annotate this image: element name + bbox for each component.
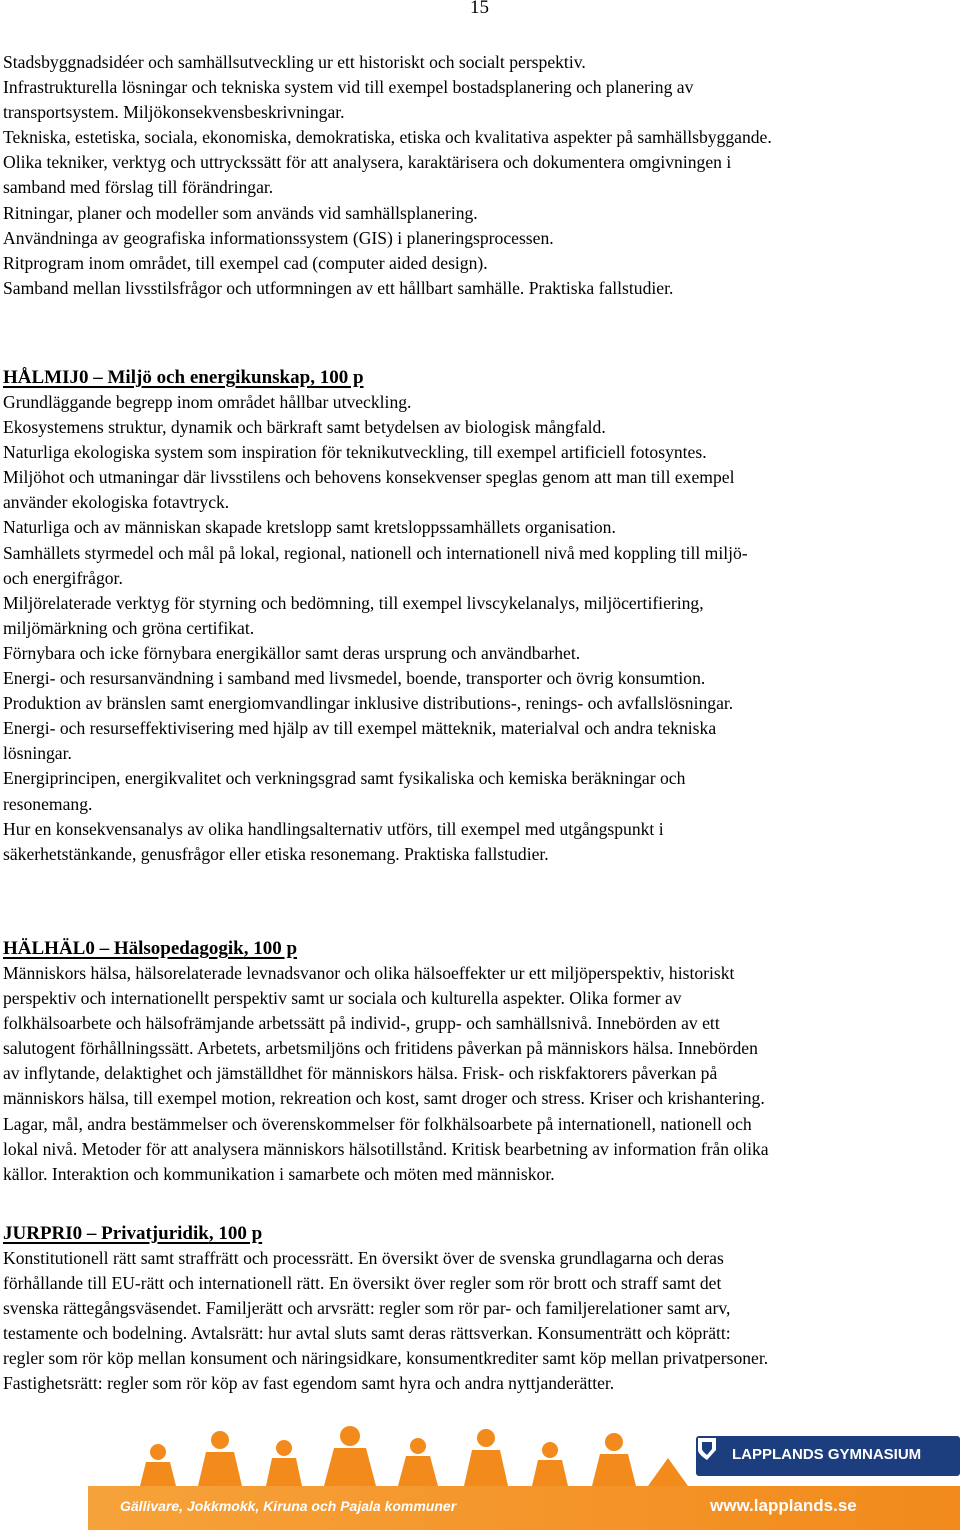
text-line: Naturliga och av människan skapade kretslopp samt kretsloppssamhällets organisation.: [3, 517, 616, 538]
text-line: Samhällets styrmedel och mål på lokal, regional, nationell och internationell nivå med koppling till miljö-: [3, 542, 748, 563]
intro-text: [3, 50, 958, 301]
text-line: Tekniska, estetiska, sociala, ekonomiska, demokratiska, etiska och kvalitativa aspekter på samhällsbyggande.: [3, 127, 772, 148]
text-line: svenska rättegångsväsendet. Familjerätt och arvsrätt: regler som rör par- och familjerelationer samt arv,: [3, 1298, 731, 1319]
text-line: Miljörelaterade verktyg för styrning och bedömning, till exempel livscykelanalys, miljöcertifiering,: [3, 592, 704, 613]
text-line: salutogent förhållningssätt. Arbetets, arbetsmiljöns och fritidens påverkan på människors hälsa. Innebörden: [3, 1038, 758, 1059]
text-line: Naturliga ekologiska system som inspiration för teknikutveckling, till exempel artificiell fotosyntes.: [3, 442, 707, 463]
text-line: Infrastrukturella lösningar och tekniska system vid till exempel bostadsplanering och planering av: [3, 77, 694, 98]
logo-text: LAPPLANDS GYMNASIUM: [732, 1446, 922, 1463]
text-line: lokal nivå. Metoder för att analysera människors hälsotillstånd. Kritisk bearbetning av information från olika: [3, 1138, 769, 1159]
course-title: HÅLMIJ0 – Miljö och energikunskap: [3, 367, 311, 388]
section-heading: [3, 1221, 958, 1246]
text-line: folkhälsoarbete och hälsofrämjande arbetssätt på individ-, grupp- och samhällsnivå. Innebörden av ett: [3, 1013, 720, 1034]
footer-banner: [88, 1418, 960, 1530]
text-line: Produktion av bränslen samt energiomvandlingar inklusive distributions-, renings- och avfallslösningar.: [3, 693, 734, 714]
footer-url: www.lapplands.se: [710, 1496, 857, 1515]
footer-towns-text: Gällivare, Jokkmokk, Kiruna och Pajala kommuner: [120, 1498, 457, 1514]
lapplands-logo: [696, 1436, 960, 1476]
school-crest-icon: [696, 1436, 718, 1460]
text-line: Energi- och resurseffektivisering med hjälp av till exempel mätteknik, materialval och andra tekniska: [3, 718, 717, 739]
text-line: Människors hälsa, hälsorelaterade levnadsvanor och olika hälsoeffekter ur ett miljöperspektiv, historiskt: [3, 963, 735, 983]
course-points: , 100 p: [208, 1223, 263, 1244]
text-line: Användninga av geografiska informationssystem (GIS) i planeringsprocessen.: [3, 227, 554, 248]
course-points: , 100 p: [243, 938, 298, 959]
course-title: JURPRI0 – Privatjuridik: [3, 1223, 209, 1244]
text-line: Ritningar, planer och modeller som används vid samhällsplanering.: [3, 202, 478, 223]
section-heading: [3, 936, 958, 961]
section-halsopedagogik: [3, 936, 958, 1187]
text-line: transportsystem. Miljökonsekvensbeskrivningar.: [3, 102, 345, 123]
text-line: säkerhetstänkande, genusfrågor eller etiska resonemang. Praktiska fallstudier.: [3, 843, 549, 864]
text-line: Energiprincipen, energikvalitet och verkningsgrad samt fysikaliska och kemiska beräkningar och: [3, 768, 686, 789]
text-line: Lagar, mål, andra bestämmelser och överenskommelser för folkhälsoarbete på internationell, nationell och: [3, 1113, 752, 1134]
page-number: 15: [470, 0, 489, 18]
section-privatjuridik: [3, 1221, 958, 1397]
text-line: Olika tekniker, verktyg och uttryckssätt för att analysera, karaktärisera och dokumentera omgivningen i: [3, 152, 732, 173]
text-line: förhållande till EU-rätt och internationell rätt. En översikt över regler som rör brott och straff samt det: [3, 1273, 722, 1294]
footer-figures-graphic: [140, 1426, 688, 1486]
section-heading: [3, 365, 958, 390]
text-line: Energi- och resursanvändning i samband med livsmedel, boende, transporter och övrig konsumtion.: [3, 668, 706, 689]
section-miljo-energi: [3, 365, 958, 867]
text-line: Hur en konsekvensanalys av olika handlingsalternativ utförs, till exempel med utgångspunkt i: [3, 818, 664, 839]
text-line: Ritprogram inom området, till exempel cad (computer aided design).: [3, 252, 488, 273]
text-line: Konstitutionell rätt samt straffrätt och processrätt. En översikt över de svenska grundlagarna och deras: [3, 1248, 724, 1268]
text-line: miljömärkning och gröna certifikat.: [3, 617, 255, 638]
course-title: HÄLHÄL0 – Hälsopedagogik: [3, 938, 244, 959]
text-line: av inflytande, delaktighet och jämställdhet för människors hälsa. Frisk- och riskfaktorers påverkan på: [3, 1063, 718, 1084]
text-line: människors hälsa, till exempel motion, rekreation och kost, samt droger och stress. Kriser och krishantering.: [3, 1088, 765, 1109]
text-line: regler som rör köp mellan konsument och näringsidkare, konsumentkrediter samt köp mellan privatpersoner.: [3, 1348, 769, 1369]
text-line: lösningar.: [3, 743, 72, 764]
text-line: källor. Interaktion och kommunikation i samarbete och möten med människor.: [3, 1163, 555, 1184]
text-line: Samband mellan livsstilsfrågor och utformningen av ett hållbart samhälle. Praktiska fallstudier.: [3, 277, 674, 298]
text-line: Grundläggande begrepp inom området hållbar utveckling.: [3, 392, 412, 412]
text-line: Fastighetsrätt: regler som rör köp av fast egendom samt hyra och andra nyttjanderätter.: [3, 1373, 615, 1394]
text-line: Ekosystemens struktur, dynamik och bärkraft samt betydelsen av biologisk mångfald.: [3, 417, 606, 438]
text-line: Förnybara och icke förnybara energikällor samt deras ursprung och användbarhet.: [3, 642, 581, 663]
course-points: , 100 p: [310, 367, 364, 388]
text-line: Stadsbyggnadsidéer och samhällsutveckling ur ett historiskt och socialt perspektiv.: [3, 52, 586, 72]
text-line: samband med förslag till förändringar.: [3, 177, 274, 198]
text-line: perspektiv och internationellt perspektiv samt ur sociala och kulturella aspekter. Olika former av: [3, 988, 682, 1009]
text-line: använder ekologiska fotavtryck.: [3, 492, 230, 513]
text-line: Miljöhot och utmaningar där livsstilens och behovens konsekvenser speglas genom att man till exempel: [3, 467, 735, 488]
text-line: resonemang.: [3, 793, 93, 814]
text-line: och energifrågor.: [3, 567, 123, 588]
text-line: testamente och bodelning. Avtalsrätt: hur avtal sluts samt deras rättsverkan. Konsumenträtt och köprätt:: [3, 1323, 731, 1344]
